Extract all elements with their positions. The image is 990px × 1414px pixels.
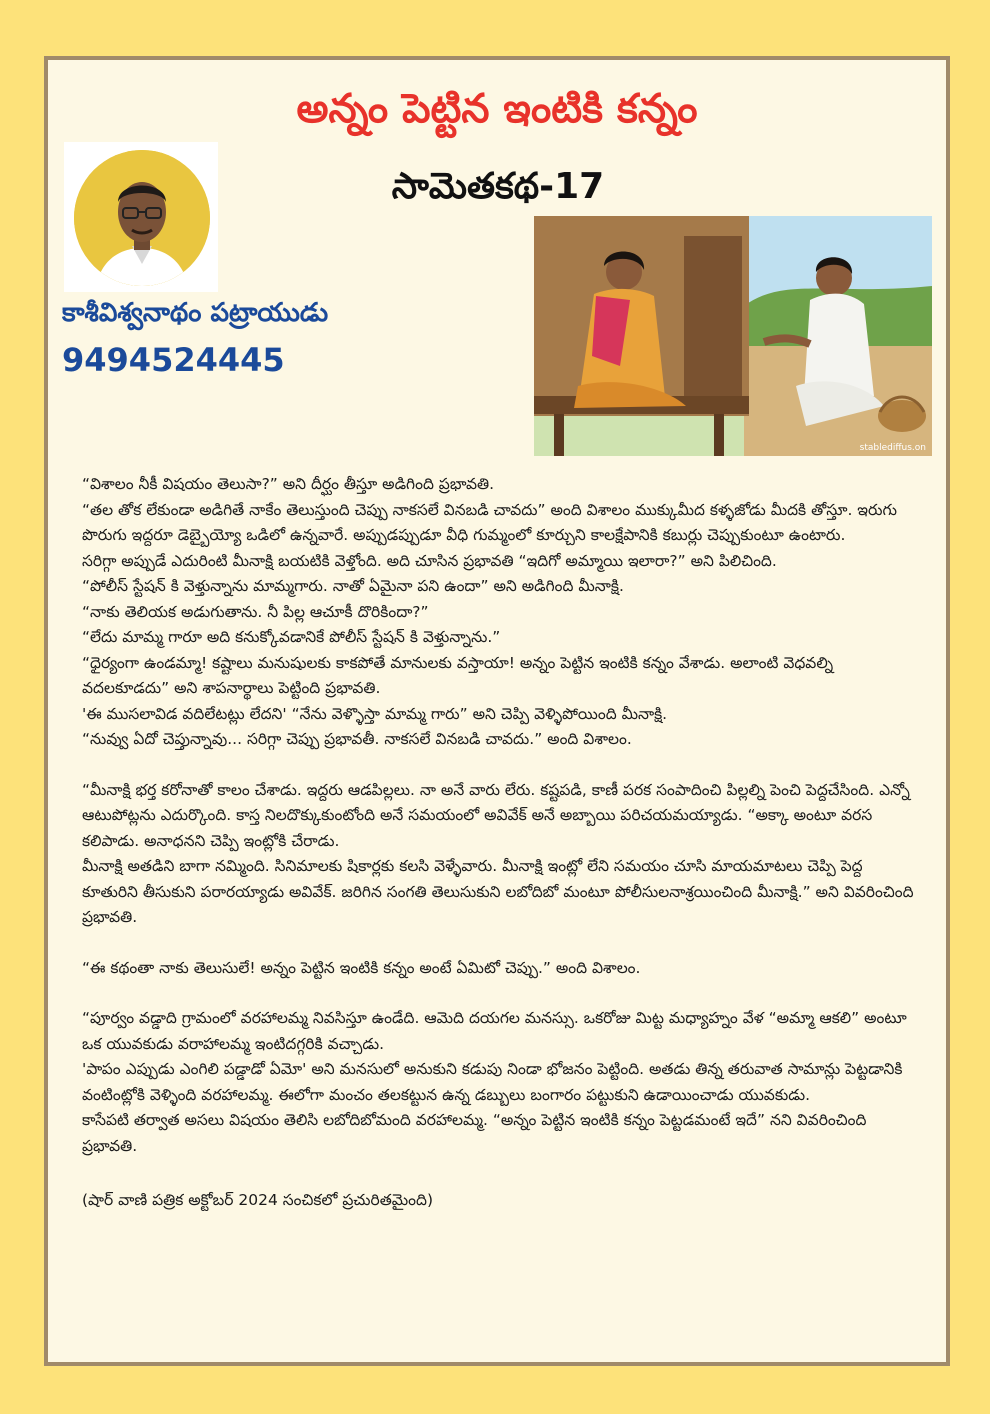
story-paragraph: “తల తోక లేకుండా అడిగితే నాకేం తెలుస్తుంది చెప్పు నాకసలే వినబడి చావదు” అంది విశాలం ముక్కుమీద కళ్ళజోడు మీదకి తోస్తూ. ఇరుగు పొరుగు ఇద్దరూ డెబ్బైయ్యో ఒడిలో ఉన్నవారే. అప్పుడప్పుడూ వీధి గుమ్మంలో కూర్చుని కాలక్షేపానికి కబుర్లు చెప్పుకుంటూ ఉంటారు. [82, 500, 897, 544]
story-paragraph: “మీనాక్షి భర్త కరోనాతో కాలం చేశాడు. ఇద్దరు ఆడపిల్లలు. నా అనే వారు లేరు. కష్టపడి, కాణీ పరక సంపాదించి పిల్లల్ని పెంచి పెద్దచేసింది. ఎన్నో ఆటుపోట్లను ఎదుర్కొంది. కాస్త నిలదొక్కుకుంటోంది అనే సమయంలో అవివేక్ అనే అబ్బాయి పరిచయమయ్యాడు. “అక్కా అంటూ వరస కలిపాడు. అనాధనని చెప్పి ఇంట్లోకి చేరాడు. [82, 780, 910, 850]
story-paragraph: “నాకు తెలియక అడుగుతాను. నీ పిల్ల ఆచూకీ దొరికిందా?” [82, 602, 429, 621]
story-paragraph: “లేదు మామ్మ గారూ అది కనుక్కోవడానికే పోలీస్ స్టేషన్ కి వెళ్తున్నాను.” [82, 628, 501, 646]
paragraph-gap [82, 1159, 922, 1184]
paragraph-gap [82, 931, 922, 956]
story-paragraph: “ధైర్యంగా ఉండమ్మా! కష్టాలు మనుషులకు కాకపోతే మానులకు వస్తాయా! అన్నం పెట్టిన ఇంటికి కన్నం వేశాడు. అలాంటి వెధవల్ని వదలకూడదు” అని శాపనార్థాలు పెట్టింది ప్రభావతి. [82, 653, 834, 697]
village-scene-illustration [534, 216, 932, 456]
story-paragraph: 'పాపం ఎప్పుడు ఎంగిలి పడ్డాడో ఏమో' అని మనసులో అనుకుని కడుపు నిండా భోజనం పెట్టింది. అతడు తిన్న తరువాత సామాన్లు పెట్టడానికి వంటింట్లోకి వెళ్ళింది వరహాలమ్మ. ఈలోగా మంచం తలకట్టున ఉన్న డబ్బులు బంగారం పట్టుకుని ఉడాయించాడు యువకుడు. [82, 1060, 903, 1104]
story-paragraph: “నువ్వు ఏదో చెప్తున్నావు... సరిగ్గా చెప్పు ప్రభావతీ. నాకసలే వినబడి చావదు.” అంది విశాలం. [82, 730, 632, 748]
story-body [82, 472, 922, 1214]
author-portrait [74, 150, 210, 286]
author-name: కాశీవిశ్వనాథం పట్రాయుడు [62, 298, 329, 328]
story-subtitle: సామెతకథ-17 [391, 166, 605, 207]
story-illustration [534, 216, 932, 456]
story-paragraph: 'ఈ ముసలావిడ వదిలేటట్లు లేదని' “నేను వెళ్ళొస్తా మామ్మ గారు” అని చెప్పి వెళ్ళిపోయింది మీనాక్షి. [82, 704, 668, 723]
story-paragraph: సరిగ్గా అప్పుడే ఎదురింటి మీనాక్షి బయటికి వెళ్తోంది. అది చూసిన ప్రభావతి “ఇదిగో అమ్మాయి ఇలారా?” అని పిలిచింది. [82, 551, 777, 570]
story-paragraph: “విశాలం నీకీ విషయం తెలుసా?” అని దీర్ఘం తీస్తూ అడిగింది ప్రభావతి. [82, 475, 495, 493]
story-paragraph: “ఈ కథంతా నాకు తెలుసులే! అన్నం పెట్టిన ఇంటికి కన్నం అంటే ఏమిటో చెప్పు.” అంది విశాలం. [82, 958, 641, 977]
author-phone: 9494524445 [62, 341, 285, 379]
story-paragraph: “పూర్వం వడ్డాది గ్రామంలో వరహాలమ్మ నివసిస్తూ ఉండేది. ఆమెది దయగల మనస్సు. ఒకరోజు మిట్ట మధ్యాహ్నం వేళ “అమ్మా ఆకలి” అంటూ ఒక యువకుడు వరాహాలమ్మ ఇంటిదగ్గరికి వచ్చాడు. [82, 1009, 907, 1053]
story-paragraph: కాసేపటి తర్వాత అసలు విషయం తెలిసి లబోదిబోమంది వరహాలమ్మ. “అన్నం పెట్టిన ఇంటికి కన్నం పెట్టడమంటే ఇదే” నని వివరించింది ప్రభావతి. [82, 1111, 867, 1155]
author-avatar [74, 150, 210, 286]
story-paragraph: “పోలీస్ స్టేషన్ కి వెళ్తున్నాను మామ్మగారు. నాతో ఏమైనా పని ఉందా” అని అడిగింది మీనాక్షి. [82, 577, 624, 595]
story-paragraph: మీనాక్షి అతడిని బాగా నమ్మింది. సినిమాలకు షికార్లకు కలసి వెళ్ళేవారు. మీనాక్షి ఇంట్లో లేని సమయం చూసి మాయమాటలు చెప్పి పెద్ద కూతురిని తీసుకుని పరారయ్యాడు అవివేక్. జరిగిన సంగతి తెలుసుకుని లబోదిబో మంటూ పోలీసులనాశ్రయించింది మీనాక్షి.” అని వివరించింది ప్రభావతి. [82, 857, 914, 926]
paragraph-gap [82, 981, 922, 1006]
publication-credit: (షార్ వాణి పత్రిక అక్టోబర్ 2024 సంచికలో ప్రచురితమైంది) [82, 1191, 434, 1209]
paragraph-gap [82, 753, 922, 778]
illustration-watermark: stablediffus.on [859, 443, 926, 453]
story-title: అన్నం పెట్టిన ఇంటికి కన్నం [296, 86, 698, 132]
author-photo-frame [64, 142, 218, 292]
story-card [44, 56, 950, 1366]
